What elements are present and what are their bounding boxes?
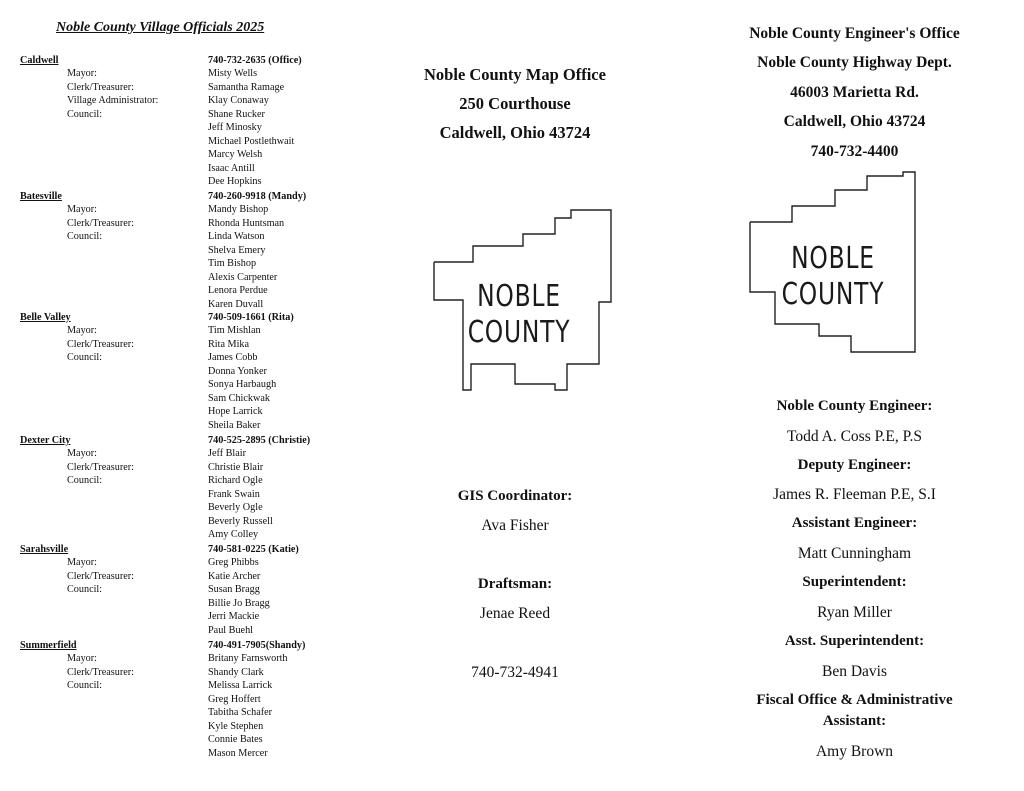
official-role: Clerk/Treasurer: — [67, 666, 134, 678]
official-name: Michael Postlethwait — [208, 135, 295, 147]
official-name: Amy Colley — [208, 529, 259, 541]
official-row — [20, 148, 340, 161]
official-name: Beverly Russell — [208, 515, 273, 527]
official-row — [20, 244, 340, 257]
official-role: Clerk/Treasurer: — [67, 81, 134, 93]
village-block — [20, 434, 340, 542]
engineer-office-panel — [685, 0, 1024, 791]
village-phone: 740-732-2635 (Office) — [208, 55, 302, 66]
official-name: Linda Watson — [208, 231, 265, 243]
official-role: Council: — [67, 680, 103, 692]
official-row — [20, 610, 340, 623]
engineer-office-street: 46003 Marietta Rd. — [790, 84, 919, 101]
official-role: Mayor: — [67, 204, 97, 216]
official-row — [20, 419, 340, 432]
official-role: Council: — [67, 108, 103, 120]
village-name: Dexter City — [20, 435, 71, 446]
official-row — [20, 720, 340, 733]
official-name: Greg Phibbs — [208, 557, 259, 569]
official-name: Katie Archer — [208, 570, 261, 582]
village-phone: 740-581-0225 (Katie) — [208, 544, 299, 555]
official-row — [20, 108, 340, 121]
highway-dept-name: Noble County Highway Dept. — [757, 54, 952, 71]
official-name: Shane Rucker — [208, 108, 265, 120]
official-row — [20, 488, 340, 501]
draftsman-name: Jenae Reed — [479, 605, 551, 622]
village-header-row — [20, 190, 340, 203]
official-row — [20, 570, 340, 583]
official-name: Mason Mercer — [208, 747, 268, 759]
official-row — [20, 733, 340, 746]
official-row — [20, 447, 340, 460]
official-role: Clerk/Treasurer: — [67, 338, 134, 350]
fiscal-office-label-cont: Assistant: — [822, 713, 887, 729]
official-name: Samantha Ramage — [208, 81, 285, 93]
official-row — [20, 583, 340, 596]
official-name: Lenora Perdue — [208, 285, 268, 297]
map-office-room: 250 Courthouse — [459, 94, 571, 113]
official-role: Mayor: — [67, 653, 97, 665]
official-role: Clerk/Treasurer: — [67, 461, 134, 473]
village-name: Sarahsville — [20, 544, 69, 555]
official-name: Isaac Antill — [208, 162, 255, 174]
official-role: Clerk/Treasurer: — [67, 570, 134, 582]
official-row — [20, 298, 340, 311]
official-name: Dee Hopkins — [208, 175, 262, 187]
official-row — [20, 693, 340, 706]
village-block — [20, 54, 340, 188]
official-row — [20, 175, 340, 188]
official-row — [20, 515, 340, 528]
official-row — [20, 474, 340, 487]
official-row — [20, 405, 340, 418]
official-row — [20, 461, 340, 474]
official-row — [20, 257, 340, 270]
village-block — [20, 639, 340, 760]
official-row — [20, 94, 340, 107]
deputy-engineer-label: Deputy Engineer: — [797, 457, 912, 473]
engineer-office-city: Caldwell, Ohio 43724 — [783, 113, 926, 130]
official-row — [20, 679, 340, 692]
official-row — [20, 121, 340, 134]
official-row — [20, 217, 340, 230]
official-row — [20, 203, 340, 216]
official-name: Susan Bragg — [208, 584, 260, 596]
official-name: Christie Blair — [208, 461, 264, 473]
official-row — [20, 351, 340, 364]
official-name: Melissa Larrick — [208, 680, 273, 692]
draftsman-label: Draftsman: — [477, 576, 553, 592]
fiscal-office-label: Fiscal Office & Administrative — [756, 692, 953, 708]
village-block — [20, 311, 340, 432]
village-officials-panel — [0, 0, 345, 791]
gis-coordinator-label: GIS Coordinator: — [457, 488, 573, 504]
official-row — [20, 666, 340, 679]
official-name: Sheila Baker — [208, 419, 261, 431]
noble-county-map-outline-left — [431, 204, 613, 400]
official-name: Sonya Harbaugh — [208, 379, 277, 391]
village-header-row — [20, 639, 340, 652]
official-role: Clerk/Treasurer: — [67, 217, 134, 229]
official-row — [20, 135, 340, 148]
engineer-name: Todd A. Coss P.E, P.S — [786, 428, 923, 445]
official-row — [20, 81, 340, 94]
official-name: Donna Yonker — [208, 365, 267, 377]
official-name: Rita Mika — [208, 338, 250, 350]
official-role: Council: — [67, 352, 103, 364]
village-name: Belle Valley — [20, 312, 71, 323]
village-phone: 740-509-1661 (Rita) — [208, 312, 294, 323]
official-name: Billie Jo Bragg — [208, 597, 270, 609]
superintendent-label: Superintendent: — [802, 574, 907, 590]
deputy-engineer-name: James R. Fleeman P.E, S.I — [773, 486, 936, 503]
fiscal-office-name: Amy Brown — [815, 743, 894, 760]
engineer-office-name: Noble County Engineer's Office — [749, 25, 960, 42]
village-name: Summerfield — [20, 640, 77, 651]
asst-superintendent-label: Asst. Superintendent: — [784, 633, 925, 649]
gis-coordinator-name: Ava Fisher — [481, 517, 549, 534]
official-name: Paul Buehl — [208, 624, 253, 636]
official-name: Klay Conaway — [208, 95, 269, 107]
village-phone: 740-491-7905(Shandy) — [208, 640, 306, 651]
map-label-county: COUNTY — [467, 315, 571, 350]
official-role: Council: — [67, 475, 103, 487]
village-name: Batesville — [20, 191, 62, 202]
village-name: Caldwell — [20, 55, 59, 66]
engineer-label: Noble County Engineer: — [776, 398, 933, 414]
official-name: Jeff Minosky — [208, 122, 262, 134]
official-name: Jerri Mackie — [208, 611, 260, 623]
engineer-office-phone: 740-732-4400 — [810, 143, 899, 160]
official-row — [20, 624, 340, 637]
official-name: Tabitha Schafer — [208, 707, 273, 719]
map-label-county: COUNTY — [781, 277, 885, 312]
official-name: Connie Bates — [208, 734, 263, 746]
official-name: Tim Mishlan — [208, 325, 261, 337]
map-office-name: Noble County Map Office — [424, 65, 606, 84]
map-office-city: Caldwell, Ohio 43724 — [439, 123, 591, 142]
official-name: Karen Duvall — [208, 298, 264, 310]
official-name: Rhonda Huntsman — [208, 217, 285, 229]
superintendent-name: Ryan Miller — [817, 604, 892, 621]
village-header-row — [20, 543, 340, 556]
official-row — [20, 365, 340, 378]
official-row — [20, 747, 340, 760]
official-row — [20, 597, 340, 610]
official-name: Marcy Welsh — [208, 149, 263, 161]
official-name: Beverly Ogle — [208, 502, 263, 514]
official-role: Mayor: — [67, 325, 97, 337]
village-block — [20, 543, 340, 637]
official-name: Greg Hoffert — [208, 693, 261, 705]
official-name: Misty Wells — [208, 68, 258, 80]
official-name: Shelva Emery — [208, 244, 266, 256]
village-officials-title: Noble County Village Officials 2025 — [56, 20, 265, 35]
noble-county-map-outline-right — [747, 168, 919, 358]
village-phone: 740-260-9918 (Mandy) — [208, 191, 307, 202]
official-name: Britany Farnsworth — [208, 653, 288, 665]
assistant-engineer-name: Matt Cunningham — [797, 545, 912, 562]
map-label-noble: NOBLE — [791, 241, 875, 276]
official-name: Sam Chickwak — [208, 392, 270, 404]
official-row — [20, 284, 340, 297]
official-role: Village Administrator: — [67, 95, 159, 107]
asst-superintendent-name: Ben Davis — [821, 663, 887, 680]
official-role: Mayor: — [67, 557, 97, 569]
official-row — [20, 230, 340, 243]
official-name: Kyle Stephen — [208, 720, 264, 732]
official-row — [20, 528, 340, 541]
official-name: Alexis Carpenter — [208, 271, 278, 283]
official-row — [20, 271, 340, 284]
village-header-row — [20, 54, 340, 67]
village-header-row — [20, 311, 340, 324]
village-header-row — [20, 434, 340, 447]
official-row — [20, 378, 340, 391]
official-name: Richard Ogle — [208, 475, 263, 487]
map-office-panel — [345, 0, 685, 791]
official-row — [20, 67, 340, 80]
official-role: Council: — [67, 584, 103, 596]
official-role: Mayor: — [67, 448, 97, 460]
village-phone: 740-525-2895 (Christie) — [208, 435, 311, 446]
official-row — [20, 162, 340, 175]
official-name: Mandy Bishop — [208, 204, 269, 216]
official-row — [20, 392, 340, 405]
official-name: Hope Larrick — [208, 406, 263, 418]
official-row — [20, 652, 340, 665]
official-name: Frank Swain — [208, 488, 260, 500]
official-row — [20, 338, 340, 351]
official-name: Tim Bishop — [208, 258, 257, 270]
map-office-phone: 740-732-4941 — [471, 664, 559, 681]
official-name: Shandy Clark — [208, 666, 264, 678]
official-role: Mayor: — [67, 68, 97, 80]
official-row — [20, 706, 340, 719]
official-row — [20, 556, 340, 569]
official-row — [20, 501, 340, 514]
official-name: James Cobb — [208, 352, 258, 364]
map-label-noble: NOBLE — [477, 279, 561, 314]
village-block — [20, 190, 340, 311]
assistant-engineer-label: Assistant Engineer: — [791, 515, 918, 531]
official-role: Council: — [67, 231, 103, 243]
official-row — [20, 324, 340, 337]
official-name: Jeff Blair — [208, 448, 247, 460]
